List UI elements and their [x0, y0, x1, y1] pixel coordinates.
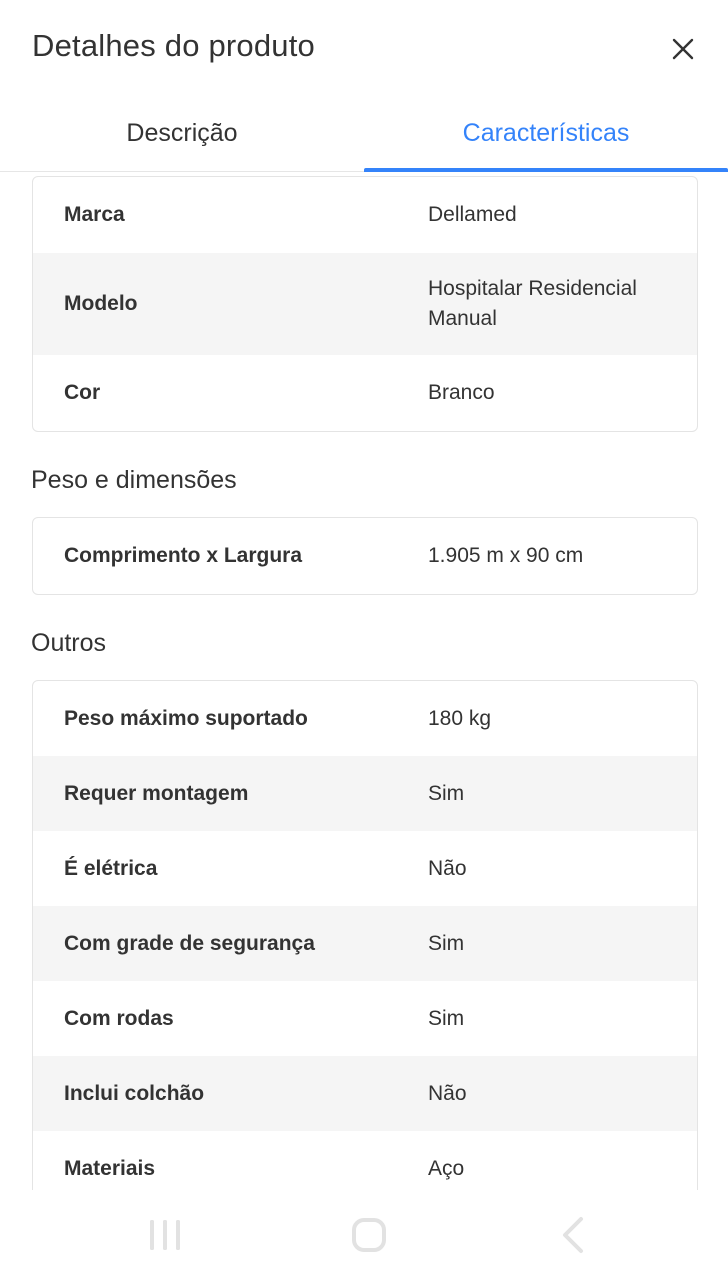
- section-title-others: Outros: [31, 629, 107, 657]
- spec-value: 1.905 m x 90 cm: [428, 544, 584, 567]
- dimensions-card: [32, 517, 698, 595]
- spec-value: Dellamed: [428, 203, 517, 226]
- tab-bar: [0, 95, 728, 172]
- home-icon: [351, 1217, 387, 1253]
- spec-value: Branco: [428, 381, 495, 404]
- spec-key: Requer montagem: [64, 781, 249, 805]
- recent-apps-icon: [148, 1218, 182, 1252]
- spec-value: Não: [428, 856, 467, 880]
- main-specs-card: [32, 176, 698, 432]
- page-title: Detalhes do produto: [32, 28, 315, 63]
- spec-key: Peso máximo suportado: [64, 706, 308, 730]
- spec-row-peso-maximo: [33, 681, 697, 756]
- section-title-dimensions: Peso e dimensões: [31, 466, 237, 494]
- spec-key: Com rodas: [64, 1006, 174, 1030]
- spec-row-modelo: [33, 253, 697, 355]
- spec-row-rodas: [33, 981, 697, 1056]
- spec-value: Aço: [428, 1156, 465, 1180]
- spec-key: Materiais: [64, 1156, 156, 1180]
- header: [0, 0, 728, 95]
- recent-apps-button[interactable]: [135, 1210, 195, 1260]
- spec-row-grade-seguranca: [33, 906, 697, 981]
- close-button[interactable]: [664, 30, 702, 68]
- system-nav-bar: [0, 1190, 728, 1280]
- home-button[interactable]: [339, 1210, 399, 1260]
- tab-caracteristicas[interactable]: Características: [462, 118, 630, 147]
- spec-row-requer-montagem: [33, 756, 697, 831]
- spec-key: Cor: [64, 381, 101, 404]
- spec-key: Com grade de segurança: [64, 931, 315, 955]
- spec-key: Inclui colchão: [64, 1081, 205, 1105]
- spec-value: Sim: [428, 931, 465, 955]
- spec-row-eletrica: [33, 831, 697, 906]
- spec-value: Sim: [428, 781, 465, 805]
- close-icon: [672, 38, 694, 60]
- spec-key: Comprimento x Largura: [64, 544, 303, 567]
- spec-row-cor: [33, 355, 697, 431]
- spec-value: Hospitalar Residencial Manual: [428, 277, 637, 330]
- spec-key: Marca: [64, 203, 125, 226]
- spec-row-comprimento-largura: [33, 518, 697, 594]
- spec-key: É elétrica: [64, 856, 158, 880]
- spec-key: Modelo: [64, 292, 138, 315]
- others-card: [32, 680, 698, 1190]
- spec-row-materiais: [33, 1131, 697, 1190]
- spec-row-marca: [33, 177, 697, 253]
- spec-row-colchao: [33, 1056, 697, 1131]
- spec-value: Sim: [428, 1006, 465, 1030]
- back-icon: [559, 1216, 587, 1254]
- spec-value: 180 kg: [428, 706, 492, 730]
- tab-descricao[interactable]: Descrição: [126, 118, 238, 147]
- spec-value: Não: [428, 1081, 467, 1105]
- back-button[interactable]: [543, 1210, 603, 1260]
- specs-content[interactable]: [0, 172, 728, 1190]
